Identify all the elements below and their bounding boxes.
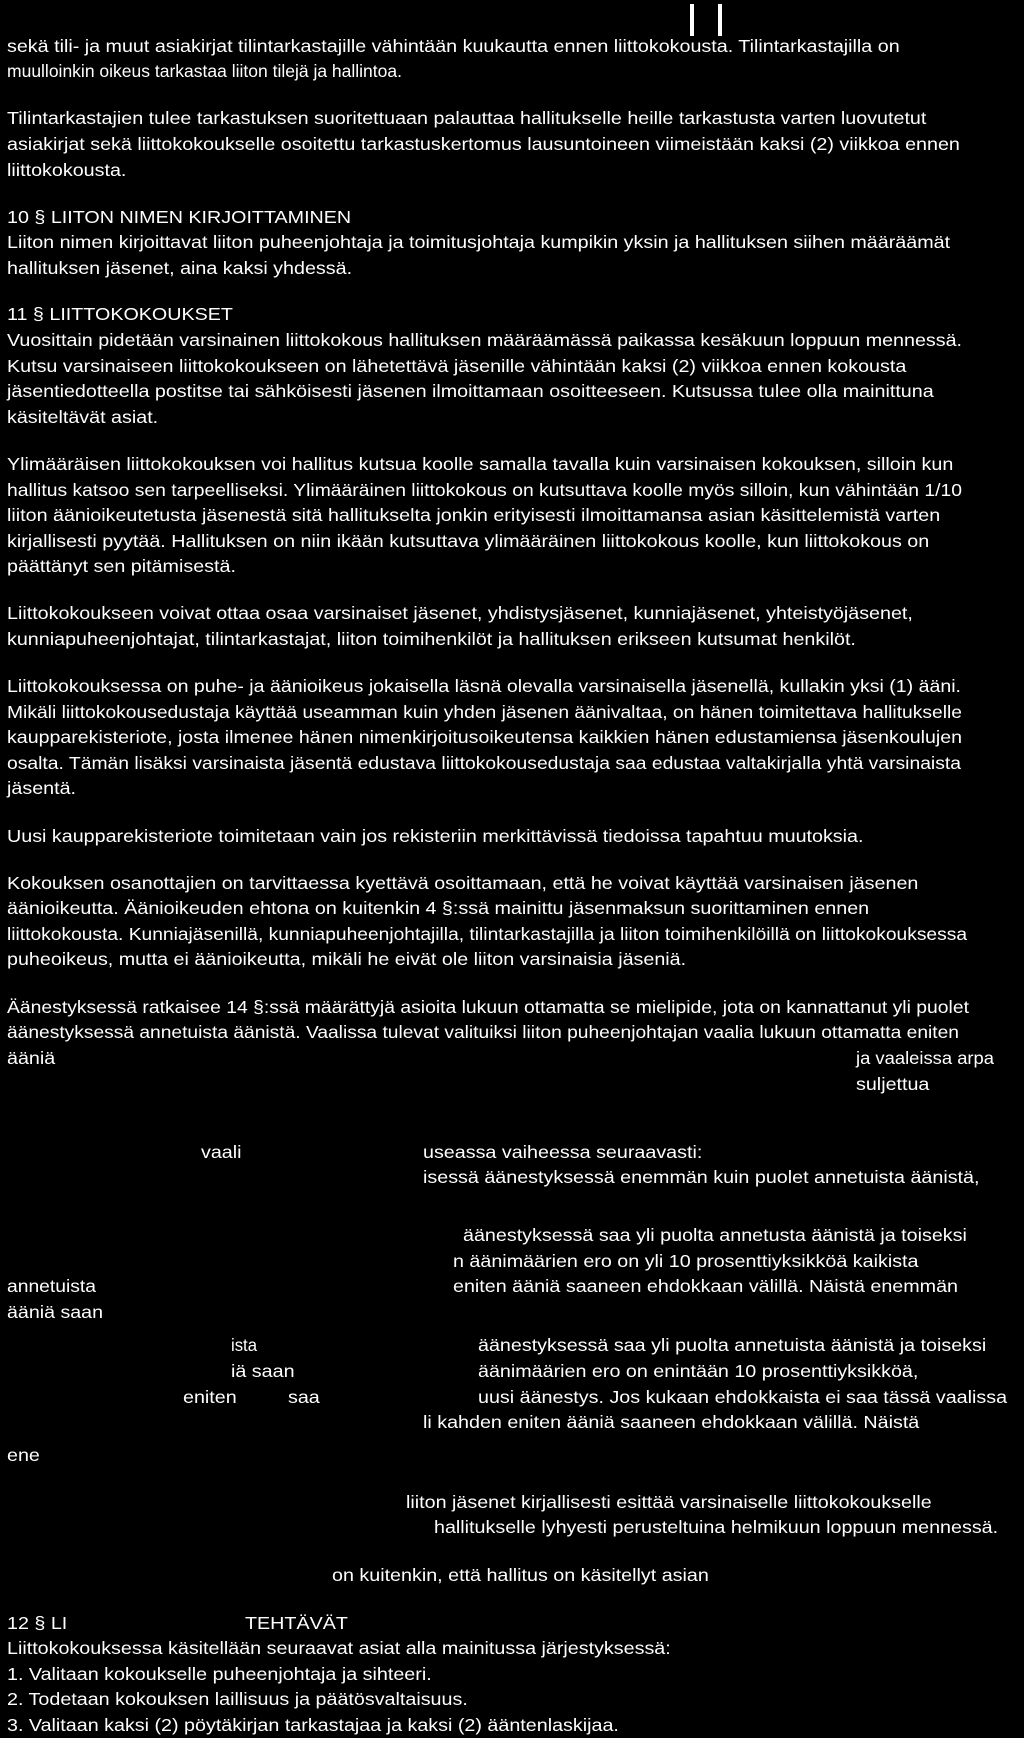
text-line: osalta. Tämän lisäksi varsinaista jäsentä edustava liittokokousedustaja saa edustaa valtakirjalla yhtä varsinaista: [7, 753, 961, 773]
text-line: annetuista: [7, 1276, 96, 1296]
text-line: Mikäli liittokokousedustaja käyttää useamman kuin yhden jäsenen äänivaltaa, on hänen toimitettava hallitukselle: [7, 702, 963, 722]
text-line: äänestyksessä annetuista äänistä. Vaalissa tulevat valituiksi liiton puheenjohtajan vaalia lukuun ottamatta eniten: [7, 1022, 959, 1042]
text-line: uusi äänestys. Jos kukaan ehdokkaista ei saa tässä vaalissa: [478, 1387, 1008, 1407]
text-line: eniten: [183, 1387, 237, 1407]
text-line: saa: [288, 1387, 320, 1407]
text-line: äänestyksessä saa yli puolta annetusta äänistä ja toiseksi: [463, 1225, 967, 1245]
text-line: Uusi kaupparekisteriote toimitetaan vain jos rekisteriin merkittävissä tiedoissa tapahtuu muutoksia.: [7, 826, 864, 846]
text-line: liittokokousta.: [7, 160, 127, 180]
text-line: Äänestyksessä ratkaisee 14 §:ssä määrättyjä asioita lukuun ottamatta se mielipide, jota on kannattanut yli puolet: [7, 997, 969, 1017]
text-line: kirjallisesti pyytää. Hallituksen on niin ikään kutsuttava ylimääräinen liittokokous koolle, kun liittokokous on: [7, 531, 930, 551]
text-line: liiton äänioikeutetusta jäsenestä sitä hallitukselta jonkin erityisesti ilmoittamansa asian käsittelemistä varten: [7, 505, 941, 525]
text-line: vaali: [201, 1142, 242, 1162]
text-line: li kahden eniten ääniä saaneen ehdokkaan välillä. Näistä: [423, 1412, 920, 1432]
text-line: liittokokousta. Kunniajäsenillä, kunniapuheenjohtajilla, tilintarkastajilla ja liiton toimihenkilöillä on liittokokouksessa: [7, 924, 968, 944]
text-line: ista: [231, 1335, 257, 1355]
text-line: kunniapuheenjohtajat, tilintarkastajat, liiton toimihenkilöt ja hallituksen erikseen kutsumat henkilöt.: [7, 629, 856, 649]
text-line: useassa vaiheessa seuraavasti:: [423, 1142, 703, 1162]
text-line: liiton jäsenet kirjallisesti esittää varsinaiselle liittokokoukselle: [406, 1492, 932, 1512]
text-line: sekä tili- ja muut asiakirjat tilintarkastajille vähintään kuukautta ennen liittokokousta. Tilintarkastajilla on: [7, 36, 900, 56]
text-line: Tilintarkastajien tulee tarkastuksen suoritettuaan palauttaa hallitukselle heille tarkastusta varten luovutetut: [7, 108, 927, 128]
text-line: Vuosittain pidetään varsinainen liittokokous hallituksen määräämässä paikassa kesäkuun loppuun mennessä.: [7, 330, 963, 350]
text-line: Liittokokouksessa on puhe- ja äänioikeus jokaisella läsnä olevalla varsinaisella jäsenellä, kullakin yksi (1) ääni.: [7, 676, 961, 696]
text-line: hallitukselle lyhyesti perusteltuina helmikuun loppuun mennessä.: [434, 1517, 999, 1537]
text-line: päättänyt sen pitämisestä.: [7, 556, 236, 576]
text-line: eniten ääniä saaneen ehdokkaan välillä. Näistä enemmän: [453, 1276, 959, 1296]
text-line: äänioikeutta. Äänioikeuden ehtona on kuitenkin 4 §:ssä mainittu jäsenmaksun suorittaminen ennen: [7, 898, 870, 918]
text-line: n äänimäärien ero on yli 10 prosenttiyksikköä kaikista: [453, 1251, 919, 1271]
text-line: Kokouksen osanottajien on tarvittaessa kyettävä osoittamaan, että he voivat käyttää varsinaisen jäsenen: [7, 873, 919, 893]
text-line: 10 § LIITON NIMEN KIRJOITTAMINEN: [7, 207, 352, 227]
text-line: 1. Valitaan kokoukselle puheenjohtaja ja sihteeri.: [7, 1664, 432, 1684]
text-line: jäsentiedotteella postitse tai sähköisesti jäsenen ilmoittamaan osoitteeseen. Kutsussa tulee olla mainittuna: [7, 381, 934, 401]
text-line: muulloinkin oikeus tarkastaa liiton tilejä ja hallintoa.: [7, 61, 402, 81]
text-line: kaupparekisteriote, josta ilmenee hänen nimenkirjoitusoikeutensa kaikkien hänen edustamiensa jäsenkoulujen: [7, 727, 963, 747]
scan-mark-right: [718, 4, 722, 36]
text-line: Liittokokouksessa käsitellään seuraavat asiat alla mainitussa järjestyksessä:: [7, 1638, 671, 1658]
text-line: Liittokokoukseen voivat ottaa osaa varsinaiset jäsenet, yhdistysjäsenet, kunniajäsenet, yhteistyöjäsenet,: [7, 603, 913, 623]
text-line: on kuitenkin, että hallitus on käsitellyt asian: [332, 1565, 709, 1585]
text-line: suljettua: [856, 1074, 930, 1094]
text-line: 11 § LIITTOKOKOUKSET: [7, 304, 233, 324]
text-line: Liiton nimen kirjoittavat liiton puheenjohtaja ja toimitusjohtaja kumpikin yksin ja hallituksen siihen määräämät: [7, 232, 951, 252]
text-line: 3. Valitaan kaksi (2) pöytäkirjan tarkastajaa ja kaksi (2) ääntenlaskijaa.: [7, 1715, 619, 1735]
text-line: asiakirjat sekä liittokokoukselle osoitettu tarkastuskertomus lausuntoineen viimeistään kaksi (2) viikkoa ennen: [7, 134, 960, 154]
text-line: Ylimääräisen liittokokouksen voi hallitus kutsua koolle samalla tavalla kuin varsinaisen kokouksen, silloin kun: [7, 454, 954, 474]
text-line: iä saan: [231, 1361, 295, 1381]
text-line: hallitus katsoo sen tarpeelliseksi. Ylimääräinen liittokokous on kutsuttava koolle myös silloin, kun vähintään 1/10: [7, 480, 962, 500]
scan-mark-left: [690, 4, 694, 36]
text-line: 2. Todetaan kokouksen laillisuus ja päätösvaltaisuus.: [7, 1689, 468, 1709]
text-line: hallituksen jäsenet, aina kaksi yhdessä.: [7, 258, 353, 278]
text-line: ääniä saan: [7, 1302, 104, 1322]
text-line: ene: [7, 1445, 40, 1465]
text-line: puheoikeus, mutta ei äänioikeutta, mikäli he eivät ole liiton varsinaisia jäseniä.: [7, 949, 687, 969]
text-line: Kutsu varsinaiseen liittokokoukseen on lähetettävä jäsenille vähintään kaksi (2) viikkoa ennen kokousta: [7, 356, 907, 376]
text-line: äänestyksessä saa yli puolta annetuista äänistä ja toiseksi: [478, 1335, 987, 1355]
text-line: TEHTÄVÄT: [245, 1613, 348, 1633]
text-line: äänimäärien ero on enintään 10 prosenttiyksikköä,: [478, 1361, 919, 1381]
text-line: isessä äänestyksessä enemmän kuin puolet annetuista äänistä,: [423, 1167, 980, 1187]
text-line: ja vaaleissa arpa: [856, 1048, 994, 1068]
text-line: ääniä: [7, 1048, 56, 1068]
text-line: käsiteltävät asiat.: [7, 407, 159, 427]
text-line: jäsentä.: [7, 778, 77, 798]
text-line: 12 § LI: [7, 1613, 68, 1633]
